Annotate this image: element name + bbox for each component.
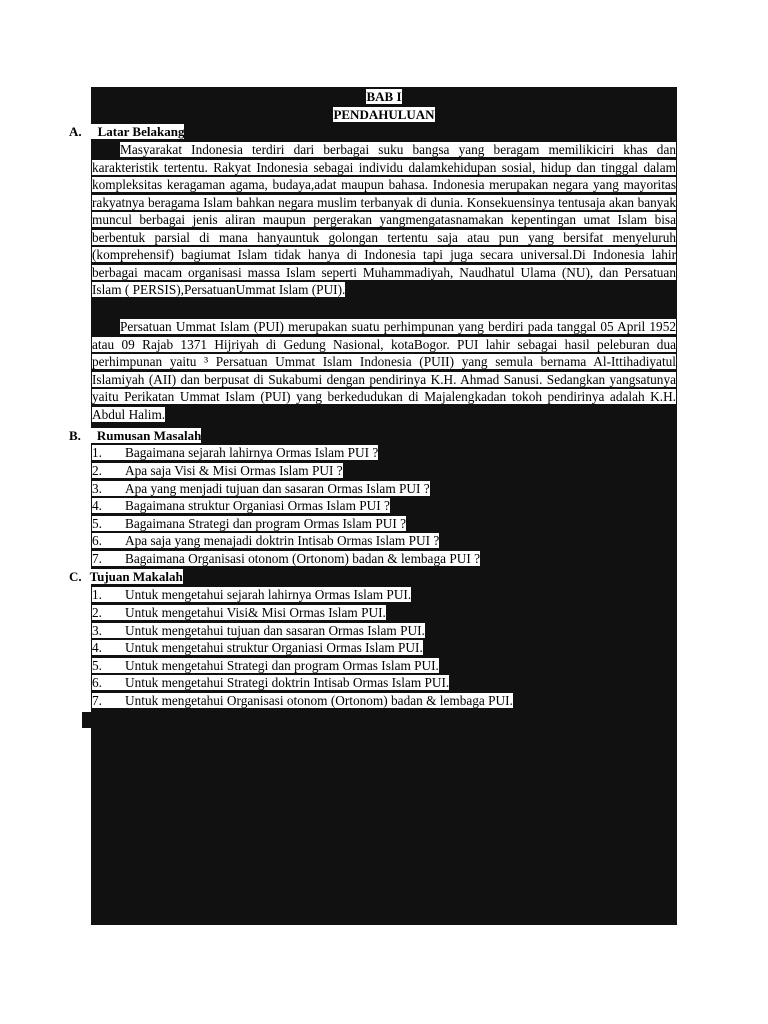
problem-item-7: 7. Bagaimana Organisasi otonom (Ortonom) badan & lembaga PUI ? [92,551,480,566]
objective-item-3: 3. Untuk mengetahui tujuan dan sasaran Ormas Islam PUI. [92,623,425,638]
section-b-heading: B. Rumusan Masalah [69,428,202,443]
problem-item-1: 1. Bagaimana sejarah lahirnya Ormas Islam PUI ? [92,445,379,460]
problem-item-5: 5. Bagaimana Strategi dan program Ormas Islam PUI ? [92,516,407,531]
section-a-paragraph-2: Persatuan Ummat Islam (PUI) merupakan suatu perhimpunan yang berdiri pada tanggal 05 April 1952 atau 09 Rajab 1371 Hijriyah di Gedung Nasional, kotaBogor. PUI lahir sebagai hasil peleburan dua perhimpunan yaitu ³ Persatuan Ummat Islam Indonesia (PUII) yang semula bernama Al-Ittihadiyatul Islamiyah (AII) dan berpusat di Sukabumi dengan pendirinya K.H. Ahmad Sanusi. Sedangkan yangsatunya yaitu Perikatan Ummat Islam (PUI) yang berkedudukan di Majalengkadan tokoh pendirinya adalah K.H. Abdul Halim. [92,319,676,422]
objective-item-1: 1. Untuk mengetahui sejarah lahirnya Ormas Islam PUI. [92,587,412,602]
problem-item-3: 3. Apa yang menjadi tujuan dan sasaran Ormas Islam PUI ? [92,481,430,496]
objective-item-5: 5. Untuk mengetahui Strategi dan program Ormas Islam PUI. [92,658,439,673]
chapter-title: PENDAHULUAN [333,107,435,122]
objective-item-2: 2. Untuk mengetahui Visi& Misi Ormas Islam PUI. [92,605,386,620]
section-c-heading: C. Tujuan Makalah [69,569,183,584]
section-a-paragraph-1: Masyarakat Indonesia terdiri dari berbagai suku bangsa yang beragam memilikiciri khas dan karakteristik tertentu. Rakyat Indonesia sebagai individu dalamkehidupan sosial, hidup dan tinggal dalam kompleksitas keragaman agama, budaya,adat maupun bahasa. Indonesia merupakan negara yang mayoritas rakyatnya beragama Islam bahkan negara muslim terbanyak di dunia. Konsekuensinya tentusaja akan banyak muncul berbagai jenis aliran maupun pergerakan yangmengatasnamakan kepentingan umat Islam bisa berbentuk parsial di mana hanyauntuk golongan tertentu saja atau pun yang bersifat menyeluruh (komprehensif) bagiumat Islam tidak hanya di Indonesia tapi juga secara universal.Di Indonesia lahir berbagai macam organisasi massa Islam seperti Muhammadiyah, Naudhatul Ulama (NU), dan Persatuan Islam ( PERSIS),PersatuanUmmat Islam (PUI). [92,142,676,297]
objective-item-7: 7. Untuk mengetahui Organisasi otonom (Ortonom) badan & lembaga PUI. [92,693,513,708]
objective-item-6: 6. Untuk mengetahui Strategi doktrin Intisab Ormas Islam PUI. [92,675,450,690]
problem-item-4: 4. Bagaimana struktur Organiasi Ormas Islam PUI ? [92,498,390,513]
problem-item-6: 6. Apa saja yang menajadi doktrin Intisab Ormas Islam PUI ? [92,533,440,548]
document-page [69,87,677,925]
chapter-label: BAB I [366,89,402,104]
objective-item-4: 4. Untuk mengetahui struktur Organiasi Ormas Islam PUI. [92,640,423,655]
problem-item-2: 2. Apa saja Visi & Misi Ormas Islam PUI ? [92,463,343,478]
section-a-heading: A. Latar Belakang [69,124,185,139]
